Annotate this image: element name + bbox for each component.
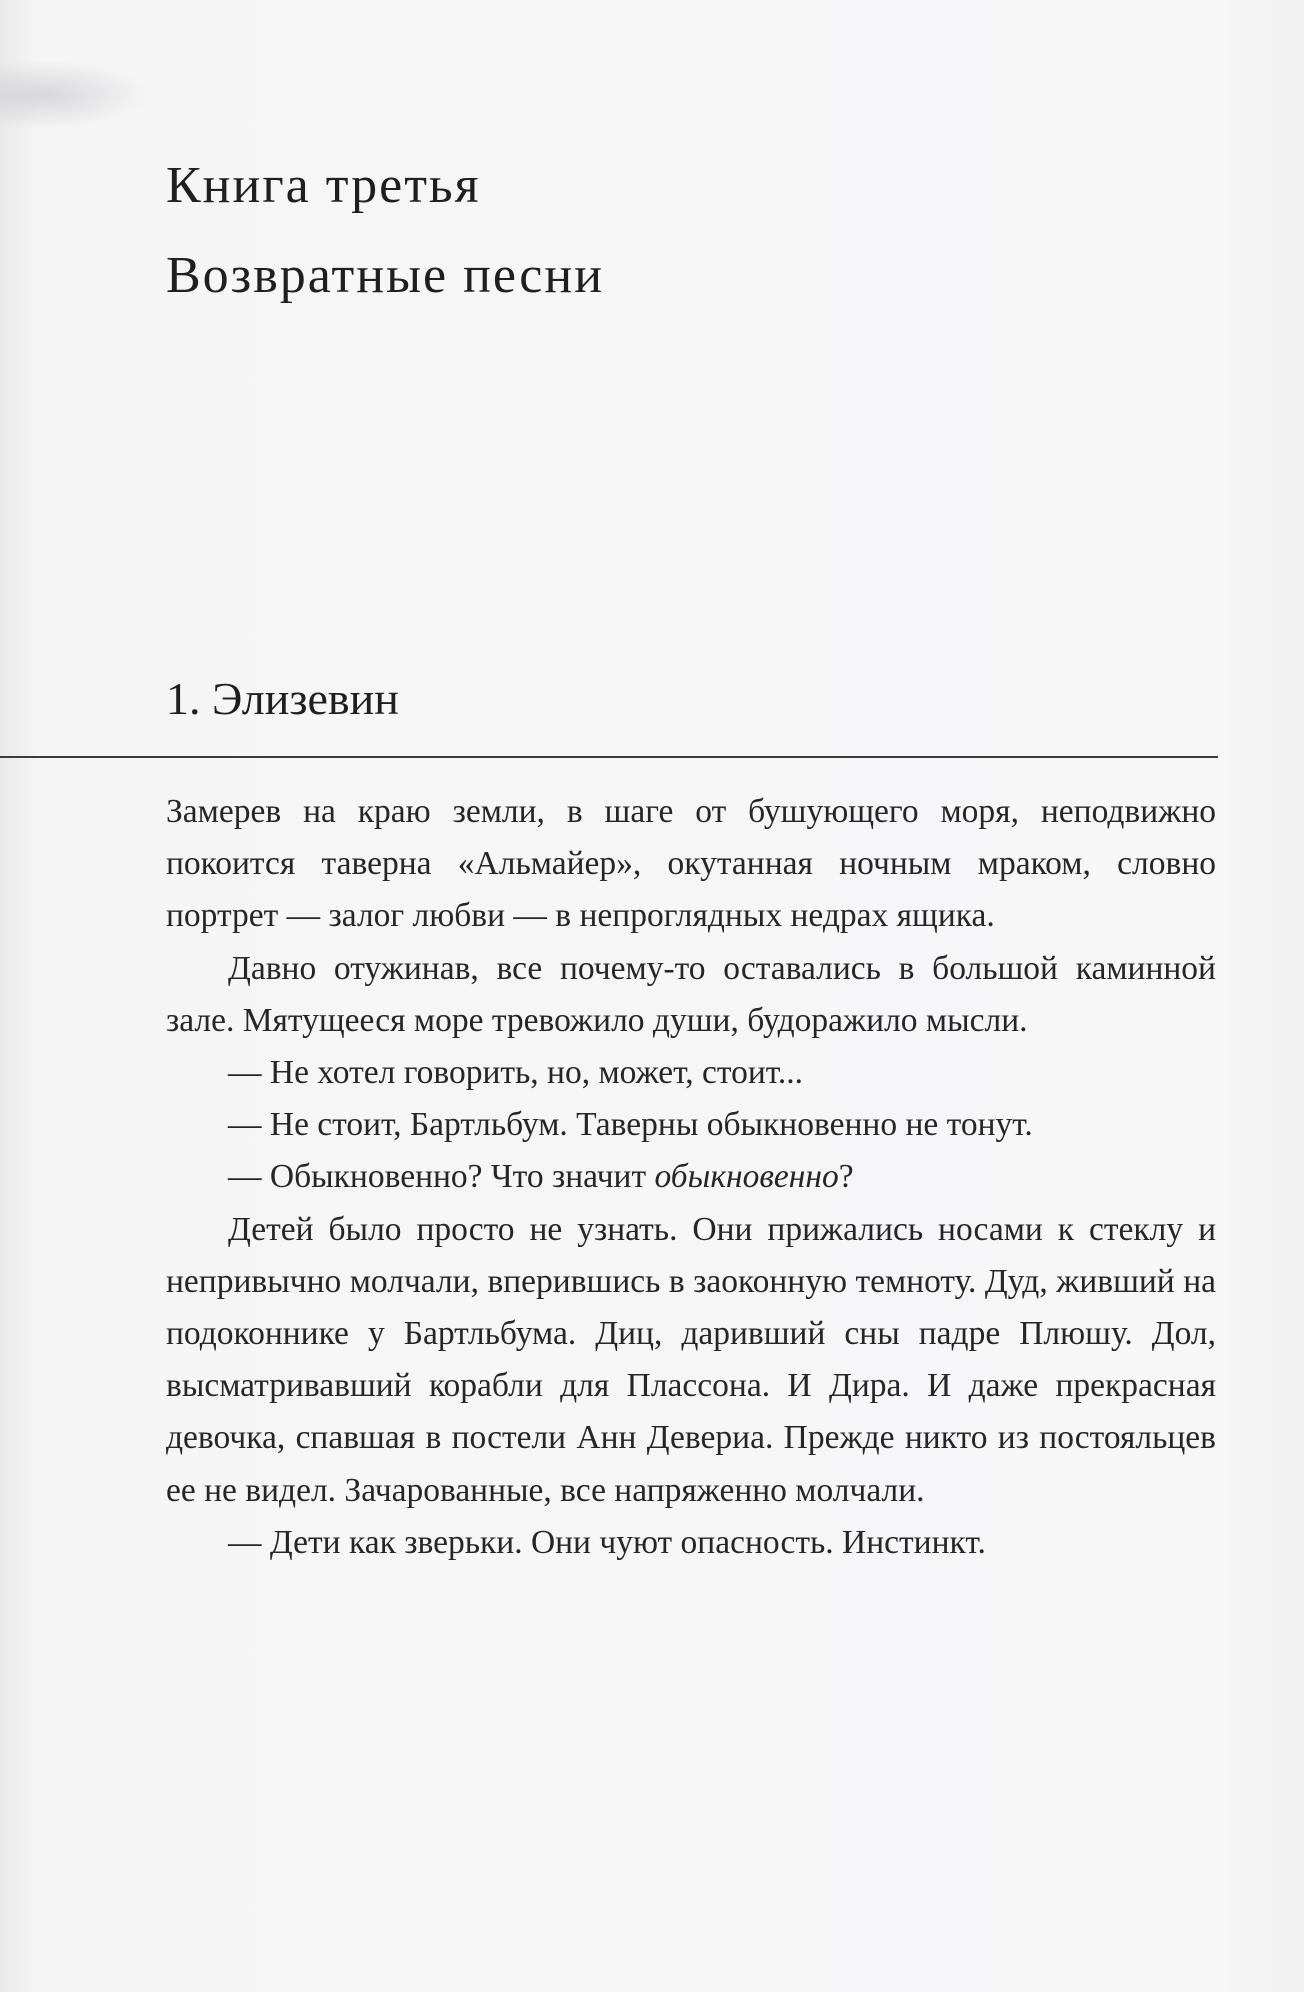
dialogue-text: ? [838,1158,854,1196]
dialogue-line: — Дети как зверьки. Они чуют опасность. Инстинкт. [228,1523,986,1561]
paragraph: Давно отужинав, все почему-то оставались в большой каминной зале. Мятущееся море тревожило души, будоражило мысли. [166,949,1216,1039]
dialogue-line [166,1151,1216,1203]
paragraph: Детей было просто не узнать. Они прижались носами к стеклу и непривычно молчали, вперившись в заоконную темноту. Дуд, живший на подоконнике у Бартльбума. Диц, даривший сны падре Плюшу. Дол, высматривавший корабли для Плассона. И Дира. И даже прекрасная девочка, спавшая в постели Анн Девериа. Прежде никто из постояльцев ее не видел. Зачарованные, все напряженно молчали. [166,1210,1216,1509]
dialogue-text: — Обыкновенно? Что значит [228,1158,655,1196]
emphasized-word: обыкновенно [654,1158,839,1196]
scan-smudge [0,60,150,130]
book-part-subtitle: Возвратные песни [166,247,605,304]
book-part-title: Книга третья [166,157,481,214]
chapter-body [166,786,1216,1569]
paragraph: Замерев на краю земли, в шаге от бушующего моря, неподвижно покоится таверна «Альмайер», окутанная ночным мраком, словно портрет — залог любви — в непроглядных недрах ящика. [166,793,1216,935]
dialogue-line: — Не хотел говорить, но, может, стоит... [228,1054,804,1092]
dialogue-line: — Не стоит, Бартльбум. Таверны обыкновенно не тонут. [228,1106,1033,1144]
chapter-title: 1. Элизевин [166,673,399,724]
chapter-divider [0,756,1218,758]
